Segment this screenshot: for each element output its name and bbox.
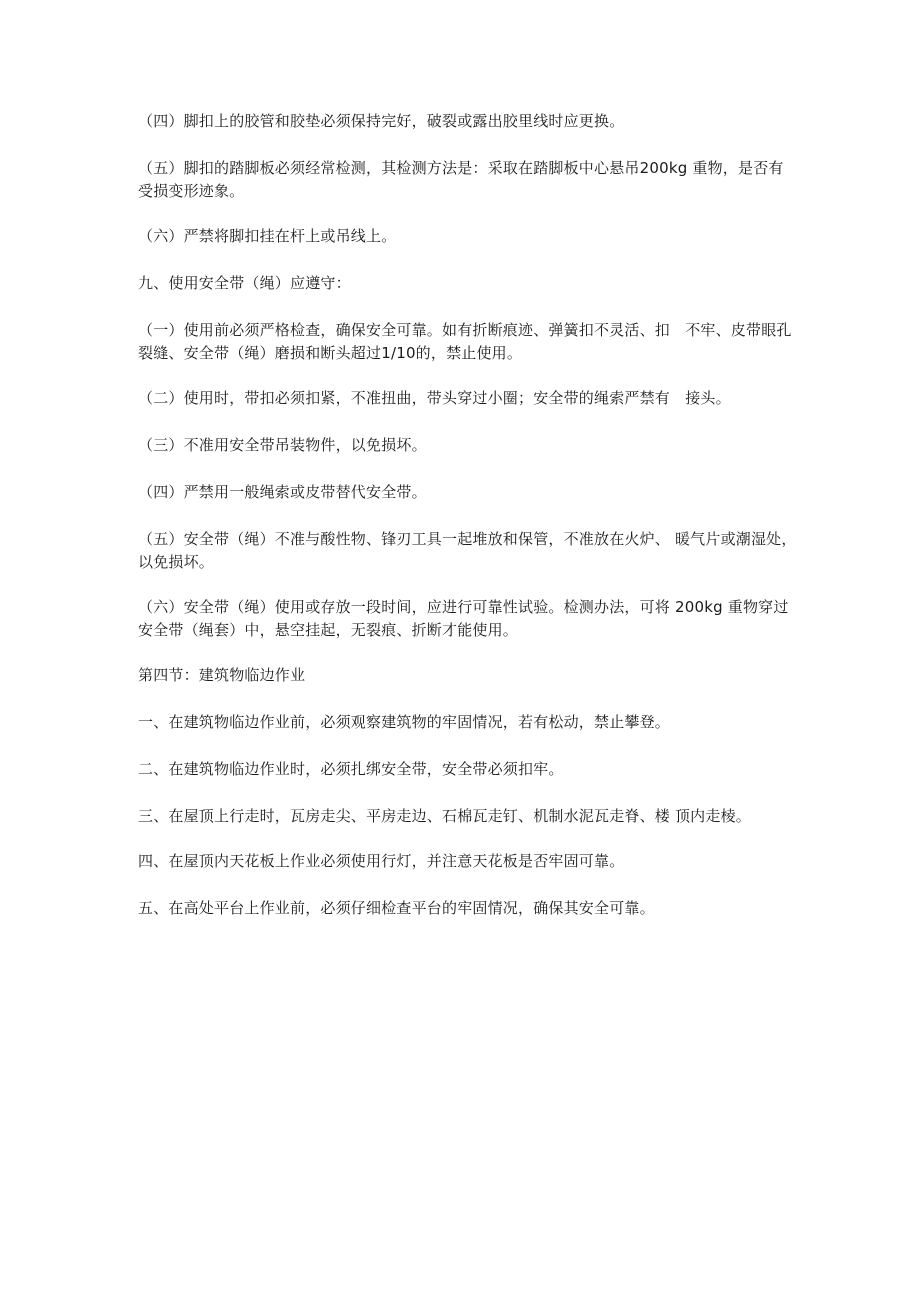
paragraph-ceiling-lamp: 四、在屋顶内天花板上作业必须使用行灯，并注意天花板是否牢固可靠。 bbox=[138, 852, 625, 870]
paragraph-edge-belt: 二、在建筑物临边作业时，必须扎绑安全带，安全带必须扣牢。 bbox=[138, 760, 564, 778]
paragraph-belt-storage: （五）安全带（绳）不准与酸性物、锋刃工具一起堆放和保管，不准放在火炉、 暖气片或潮湿处，以免损坏。 bbox=[138, 530, 797, 571]
paragraph-edge-inspect: 一、在建筑物临边作业前，必须观察建筑物的牢固情况，若有松动，禁止攀登。 bbox=[138, 713, 671, 731]
paragraph-foot-clamp-rubber: （四）脚扣上的胶管和胶垫必须保持完好，破裂或露出胶里线时应更换。 bbox=[138, 112, 625, 130]
section-heading-safety-belt: 九、使用安全带（绳）应遵守： bbox=[138, 274, 351, 292]
paragraph-belt-no-substitute: （四）严禁用一般绳索或皮带替代安全带。 bbox=[138, 483, 427, 501]
paragraph-belt-reliability-test: （六）安全带（绳）使用或存放一段时间，应进行可靠性试验。检测办法，可将 200kg 重物穿过安全带（绳套）中，悬空挂起，无裂痕、折断才能使用。 bbox=[138, 598, 789, 639]
paragraph-platform-check: 五、在高处平台上作业前，必须仔细检查平台的牢固情况，确保其安全可靠。 bbox=[138, 899, 655, 917]
paragraph-foot-clamp-hanging: （六）严禁将脚扣挂在杆上或吊线上。 bbox=[138, 227, 397, 245]
paragraph-belt-buckle: （二）使用时，带扣必须扣紧，不准扭曲，带头穿过小圈；安全带的绳索严禁有 接头。 bbox=[138, 389, 731, 407]
section-heading-building-edge: 第四节：建筑物临边作业 bbox=[138, 666, 306, 684]
paragraph-roof-walking: 三、在屋顶上行走时，瓦房走尖、平房走边、石棉瓦走钉、机制水泥瓦走脊、楼 顶内走棱。 bbox=[138, 807, 751, 825]
paragraph-belt-inspection: （一）使用前必须严格检查，确保安全可靠。如有折断痕迹、弹簧扣不灵活、扣 不牢、皮带眼孔裂缝、安全带（绳）磨损和断头超过1/10的，禁止使用。 bbox=[138, 321, 792, 362]
paragraph-belt-no-lifting: （三）不准用安全带吊装物件，以免损坏。 bbox=[138, 436, 427, 454]
document-body bbox=[138, 110, 798, 944]
paragraph-foot-clamp-pedal-test: （五）脚扣的踏脚板必须经常检测，其检测方法是：采取在踏脚板中心悬吊200kg 重物，是否有受损变形迹象。 bbox=[138, 159, 784, 200]
